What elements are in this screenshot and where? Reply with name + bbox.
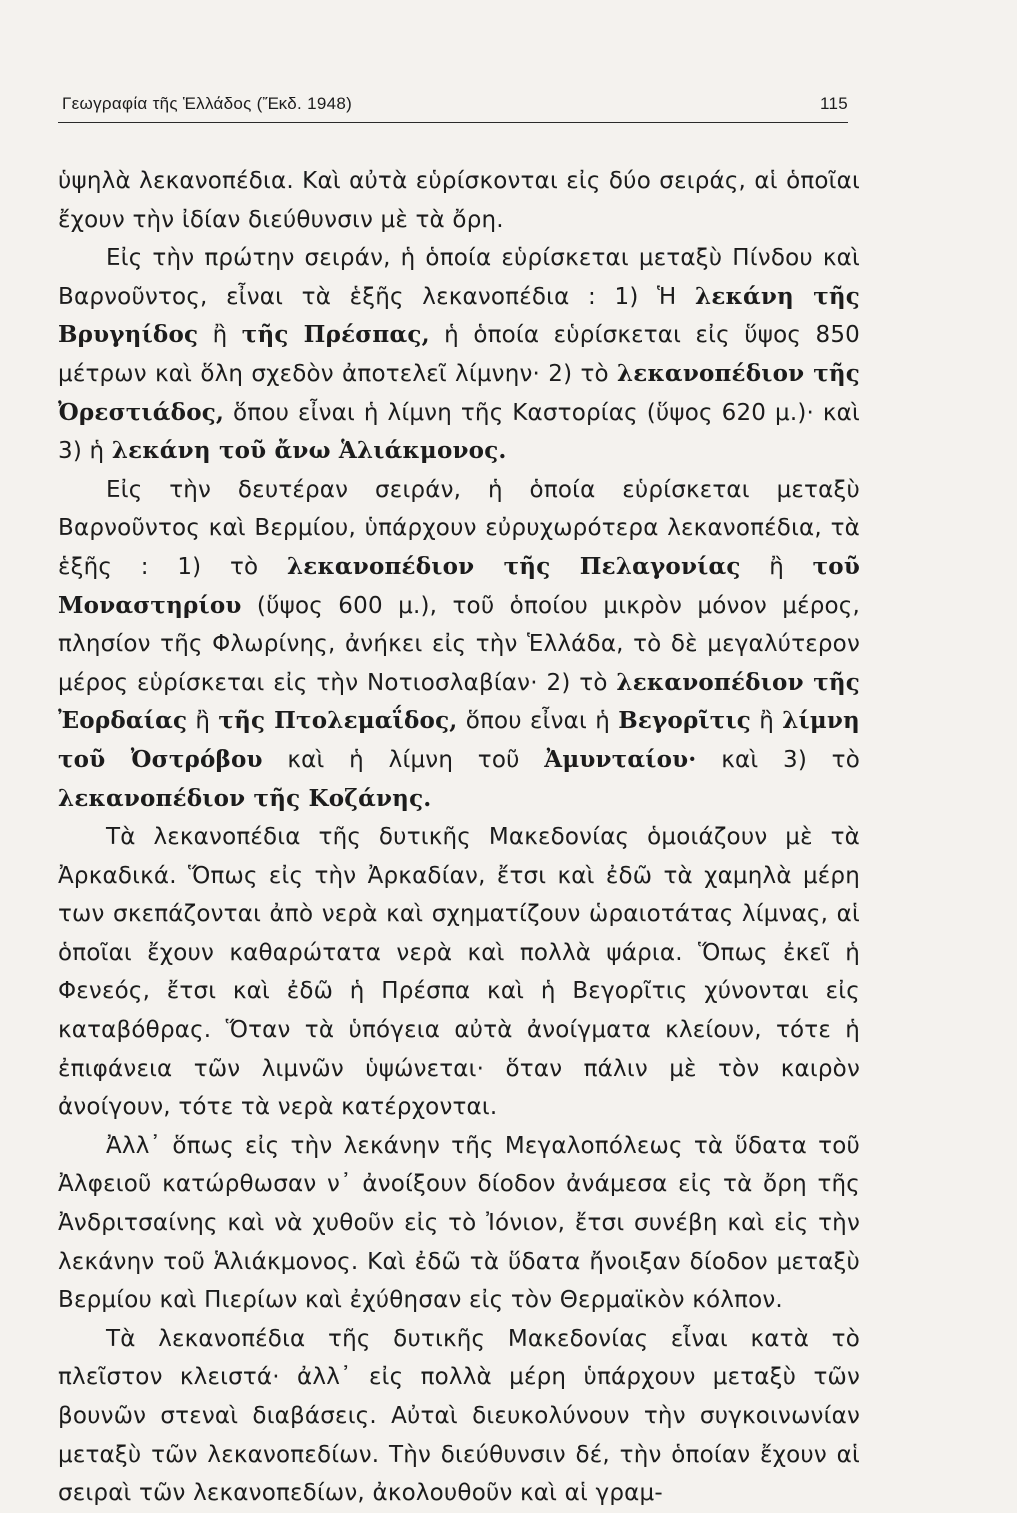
text-run: (ὕψος 600 μ.), τοῦ ὁποίου μικρὸν μόνον μέρος, πλησίον τῆς Φλωρίνης, ἀνήκει εἰς τὴν Ἑλλάδα, τὸ δὲ μεγαλύτερον μέρος εὑρίσκεται εἰς τὴν Νοτιοσλαβίαν· 2) τὸ [58, 592, 860, 696]
bold-term: τῆς Πρέσπας, [241, 321, 430, 349]
bold-term: λεκανοπέδιον τῆς Κοζάνης. [58, 784, 432, 812]
text-run: Τὰ λεκανοπέδια τῆς δυτικῆς Μακεδονίας ὁμοιάζουν μὲ τὰ Ἀρκαδικά. Ὅπως εἰς τὴν Ἀρκαδίαν, ἔτσι καὶ ἐδῶ τὰ χαμηλὰ μέρη των σκεπάζονται ἀπὸ νερὰ καὶ σχηματίζουν ὡραιοτάτας λίμνας, αἱ ὁποῖαι ἔχουν καθαρώτατα νερὰ καὶ πολλὰ ψάρια. Ὅπως ἐκεῖ ἡ Φενεός, ἔτσι καὶ ἐδῶ ἡ Πρέσπα καὶ ἡ Βεγορῖτις χύνονται εἰς καταβόθρας. Ὅταν τὰ ὑπόγεια αὐτὰ ἀνοίγματα κλείουν, τότε ἡ ἐπιφάνεια τῶν λιμνῶν ὑψώνεται· ὅταν πάλιν μὲ τὸν καιρὸν ἀνοίγουν, τότε τὰ νερὰ κατέρχονται. [58, 824, 860, 1121]
running-head [58, 88, 860, 122]
text-run: Εἰς τὴν δευτέραν σειράν, ἡ ὁποία εὑρίσκεται μεταξὺ Βαρνοῦντος καὶ Βερμίου, ὑπάρχουν εὐρυχωρότερα λεκανοπέδια, τὰ ἑξῆς : 1) τὸ [58, 476, 860, 580]
bold-term: τοῦ Μοναστηρίου [58, 552, 860, 619]
text-run: ὑψηλὰ λεκανοπέδια. Καὶ αὐτὰ εὑρίσκονται εἰς δύο σειράς, αἱ ὁποῖαι ἔχουν τὴν ἰδίαν διεύθυνσιν μὲ τὰ ὄρη. [58, 168, 860, 233]
paragraph [58, 1320, 860, 1513]
bold-term: Βεγορῖτις [618, 707, 751, 735]
text-run: ἢ [751, 708, 783, 735]
book-page [58, 88, 861, 1507]
bold-term: λεκανοπέδιον τῆς Ὀρεστιάδος, [58, 359, 860, 426]
text-run: ἢ [198, 322, 242, 349]
bold-term: λεκάνη τῆς Βρυγηίδος [58, 282, 861, 349]
page-number: 115 [819, 94, 848, 113]
paragraph [58, 1127, 860, 1320]
body-text [58, 162, 860, 1513]
bold-term: λίμνη τοῦ Ὀστρόβου [58, 707, 860, 773]
running-head-title: Γεωγραφία τῆς Ἑλλάδος (Ἔκδ. 1948) [62, 94, 353, 113]
paragraph [58, 471, 860, 818]
bold-term: Ἀμυνταίου· [544, 745, 697, 773]
paragraph [58, 239, 860, 471]
text-run: Ἀλλ᾽ ὅπως εἰς τὴν λεκάνην τῆς Μεγαλοπόλεως τὰ ὕδατα τοῦ Ἀλφειοῦ κατώρθωσαν ν᾽ ἀνοίξουν δίοδον ἀνάμεσα εἰς τὰ ὄρη τῆς Ἀνδριτσαίνης καὶ νὰ χυθοῦν εἰς τὸ Ἰόνιον, ἔτσι συνέβη καὶ εἰς τὴν λεκάνην τοῦ Ἁλιάκμονος. Καὶ ἐδῶ τὰ ὕδατα ἤνοιξαν δίοδον μεταξὺ Βερμίου καὶ Πιερίων καὶ ἐχύθησαν εἰς τὸν Θερμαϊκὸν κόλπον. [58, 1132, 860, 1314]
text-run: ἢ [740, 553, 813, 580]
text-run: καὶ ἡ λίμνη τοῦ [262, 746, 545, 773]
header-rule [58, 122, 848, 123]
bold-term: λεκανοπέδιον τῆς Ἐορδαίας [58, 668, 860, 735]
text-run: Εἰς τὴν πρώτην σειράν, ἡ ὁποία εὑρίσκεται μεταξὺ Πίνδου καὶ Βαρνοῦντος, εἶναι τὰ ἑξῆς λεκανοπέδια : 1) Ἡ [58, 245, 860, 310]
paragraph [58, 818, 860, 1127]
text-run: καὶ 3) τὸ [696, 746, 860, 773]
bold-term: λεκανοπέδιον τῆς Πελαγονίας [286, 552, 741, 580]
paragraph [58, 162, 860, 239]
text-run: ἢ [187, 708, 219, 735]
text-run: ἡ ὁποία εὑρίσκεται εἰς ὕψος 850 μέτρων καὶ ὅλη σχεδὸν ἀποτελεῖ λίμνην· 2) τὸ [58, 322, 860, 387]
bold-term: τῆς Πτολεμαΐδος, [218, 707, 458, 735]
text-run: ὅπου εἶναι ἡ λίμνη τῆς Καστορίας (ὕψος 620 μ.)· καὶ 3) ἡ [58, 399, 860, 465]
text-run: ὅπου εἶναι ἡ [457, 708, 619, 735]
bold-term: λεκάνη τοῦ ἄνω Ἁλιάκμονος. [111, 437, 507, 465]
text-run: Τὰ λεκανοπέδια τῆς δυτικῆς Μακεδονίας εἶναι κατὰ τὸ πλεῖστον κλειστά· ἀλλ᾽ εἰς πολλὰ μέρη ὑπάρχουν μεταξὺ τῶν βουνῶν στεναὶ διαβάσεις. Αὐταὶ διευκολύνουν τὴν συγκοινωνίαν μεταξὺ τῶν λεκανοπεδίων. Τὴν διεύθυνσιν δέ, τὴν ὁποίαν ἔχουν αἱ σειραὶ τῶν λεκανοπεδίων, ἀκολουθοῦν καὶ αἱ γραμ- [58, 1325, 860, 1507]
